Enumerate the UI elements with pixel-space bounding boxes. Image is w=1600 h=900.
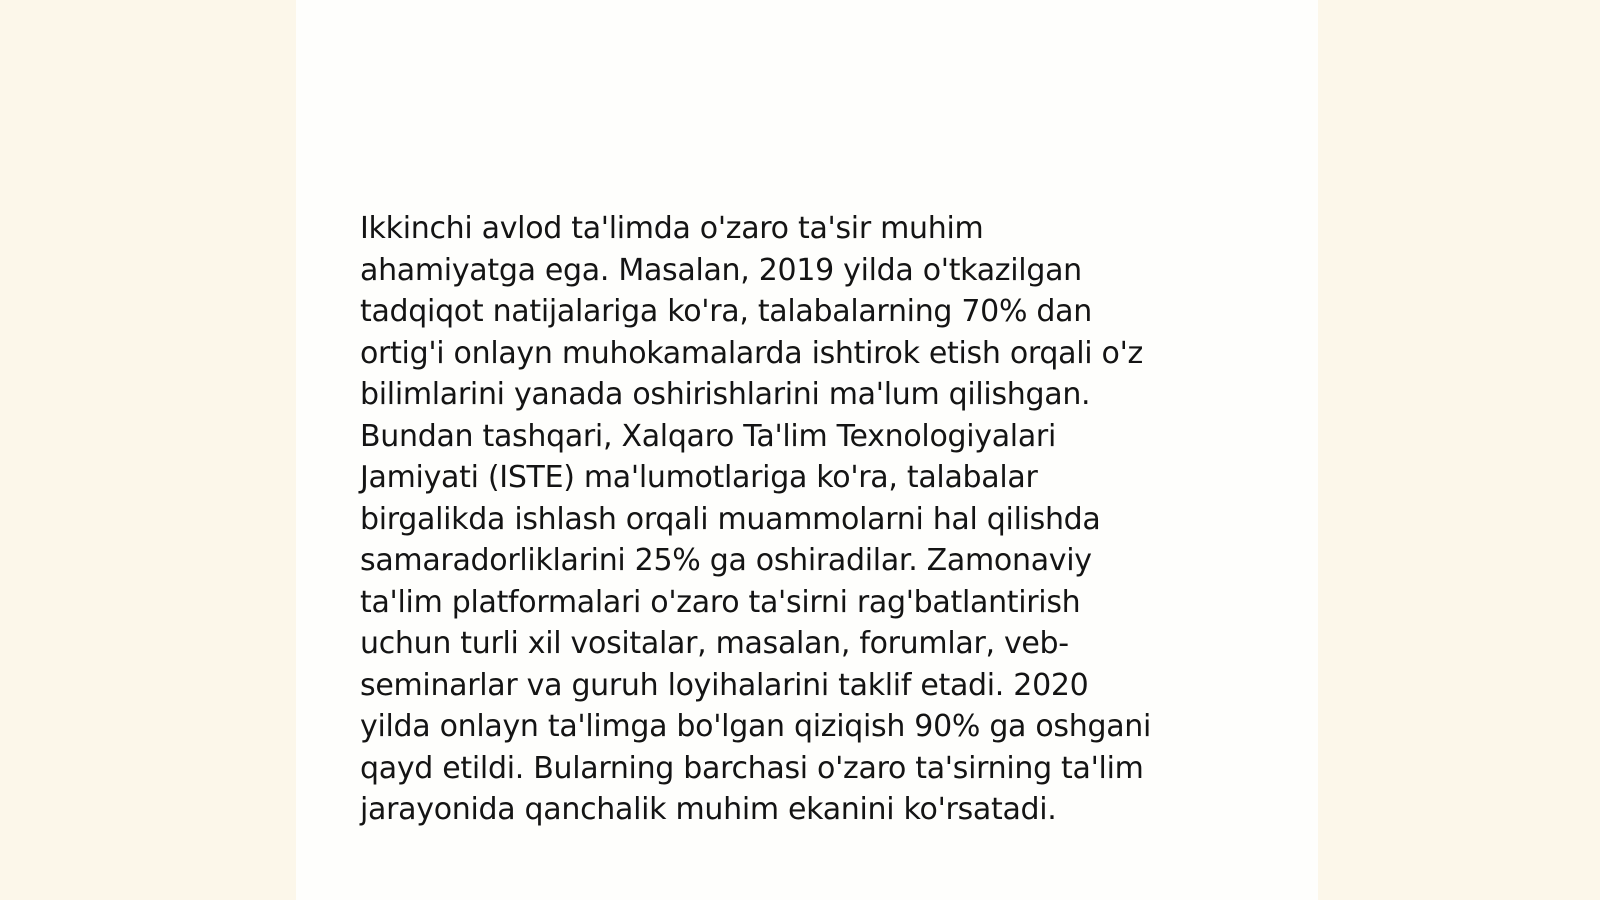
paragraph-line: yilda onlayn ta'limga bo'lgan qiziqish 90% ga oshgani (360, 709, 1152, 744)
paragraph-line: qayd etildi. Bularning barchasi o'zaro ta'sirning ta'lim (360, 750, 1144, 786)
paragraph-line: ortig'i onlayn muhokamalarda ishtirok etish orqali o'z (360, 335, 1143, 371)
paragraph-line: Jamiyati (ISTE) ma'lumotlariga ko'ra, talabalar (360, 460, 1038, 495)
paragraph-line: tadqiqot natijalariga ko'ra, talabalarning 70% dan (360, 294, 1092, 329)
paragraph-line: birgalikda ishlash orqali muammolarni hal qilishda (360, 501, 1101, 537)
paragraph-line: jarayonida qanchalik muhim ekanini ko'rsatadi. (360, 792, 1057, 827)
paragraph-line: seminarlar va guruh loyihalarini taklif etadi. 2020 (360, 667, 1089, 703)
paragraph-line: Bundan tashqari, Xalqaro Ta'lim Texnologiyalari (360, 418, 1056, 454)
document-page (296, 0, 1318, 900)
paragraph-line: ahamiyatga ega. Masalan, 2019 yilda o'tkazilgan (360, 252, 1082, 288)
paragraph-line: bilimlarini yanada oshirishlarini ma'lum qilishgan. (360, 377, 1091, 412)
body-paragraph (360, 208, 1240, 831)
paragraph-line: uchun turli xil vositalar, masalan, forumlar, veb- (360, 626, 1069, 661)
paragraph-line: samaradorliklarini 25% ga oshiradilar. Zamonaviy (360, 543, 1092, 578)
paragraph-line: Ikkinchi avlod ta'limda o'zaro ta'sir muhim (360, 211, 984, 246)
paragraph-line: ta'lim platformalari o'zaro ta'sirni rag'batlantirish (360, 584, 1081, 620)
